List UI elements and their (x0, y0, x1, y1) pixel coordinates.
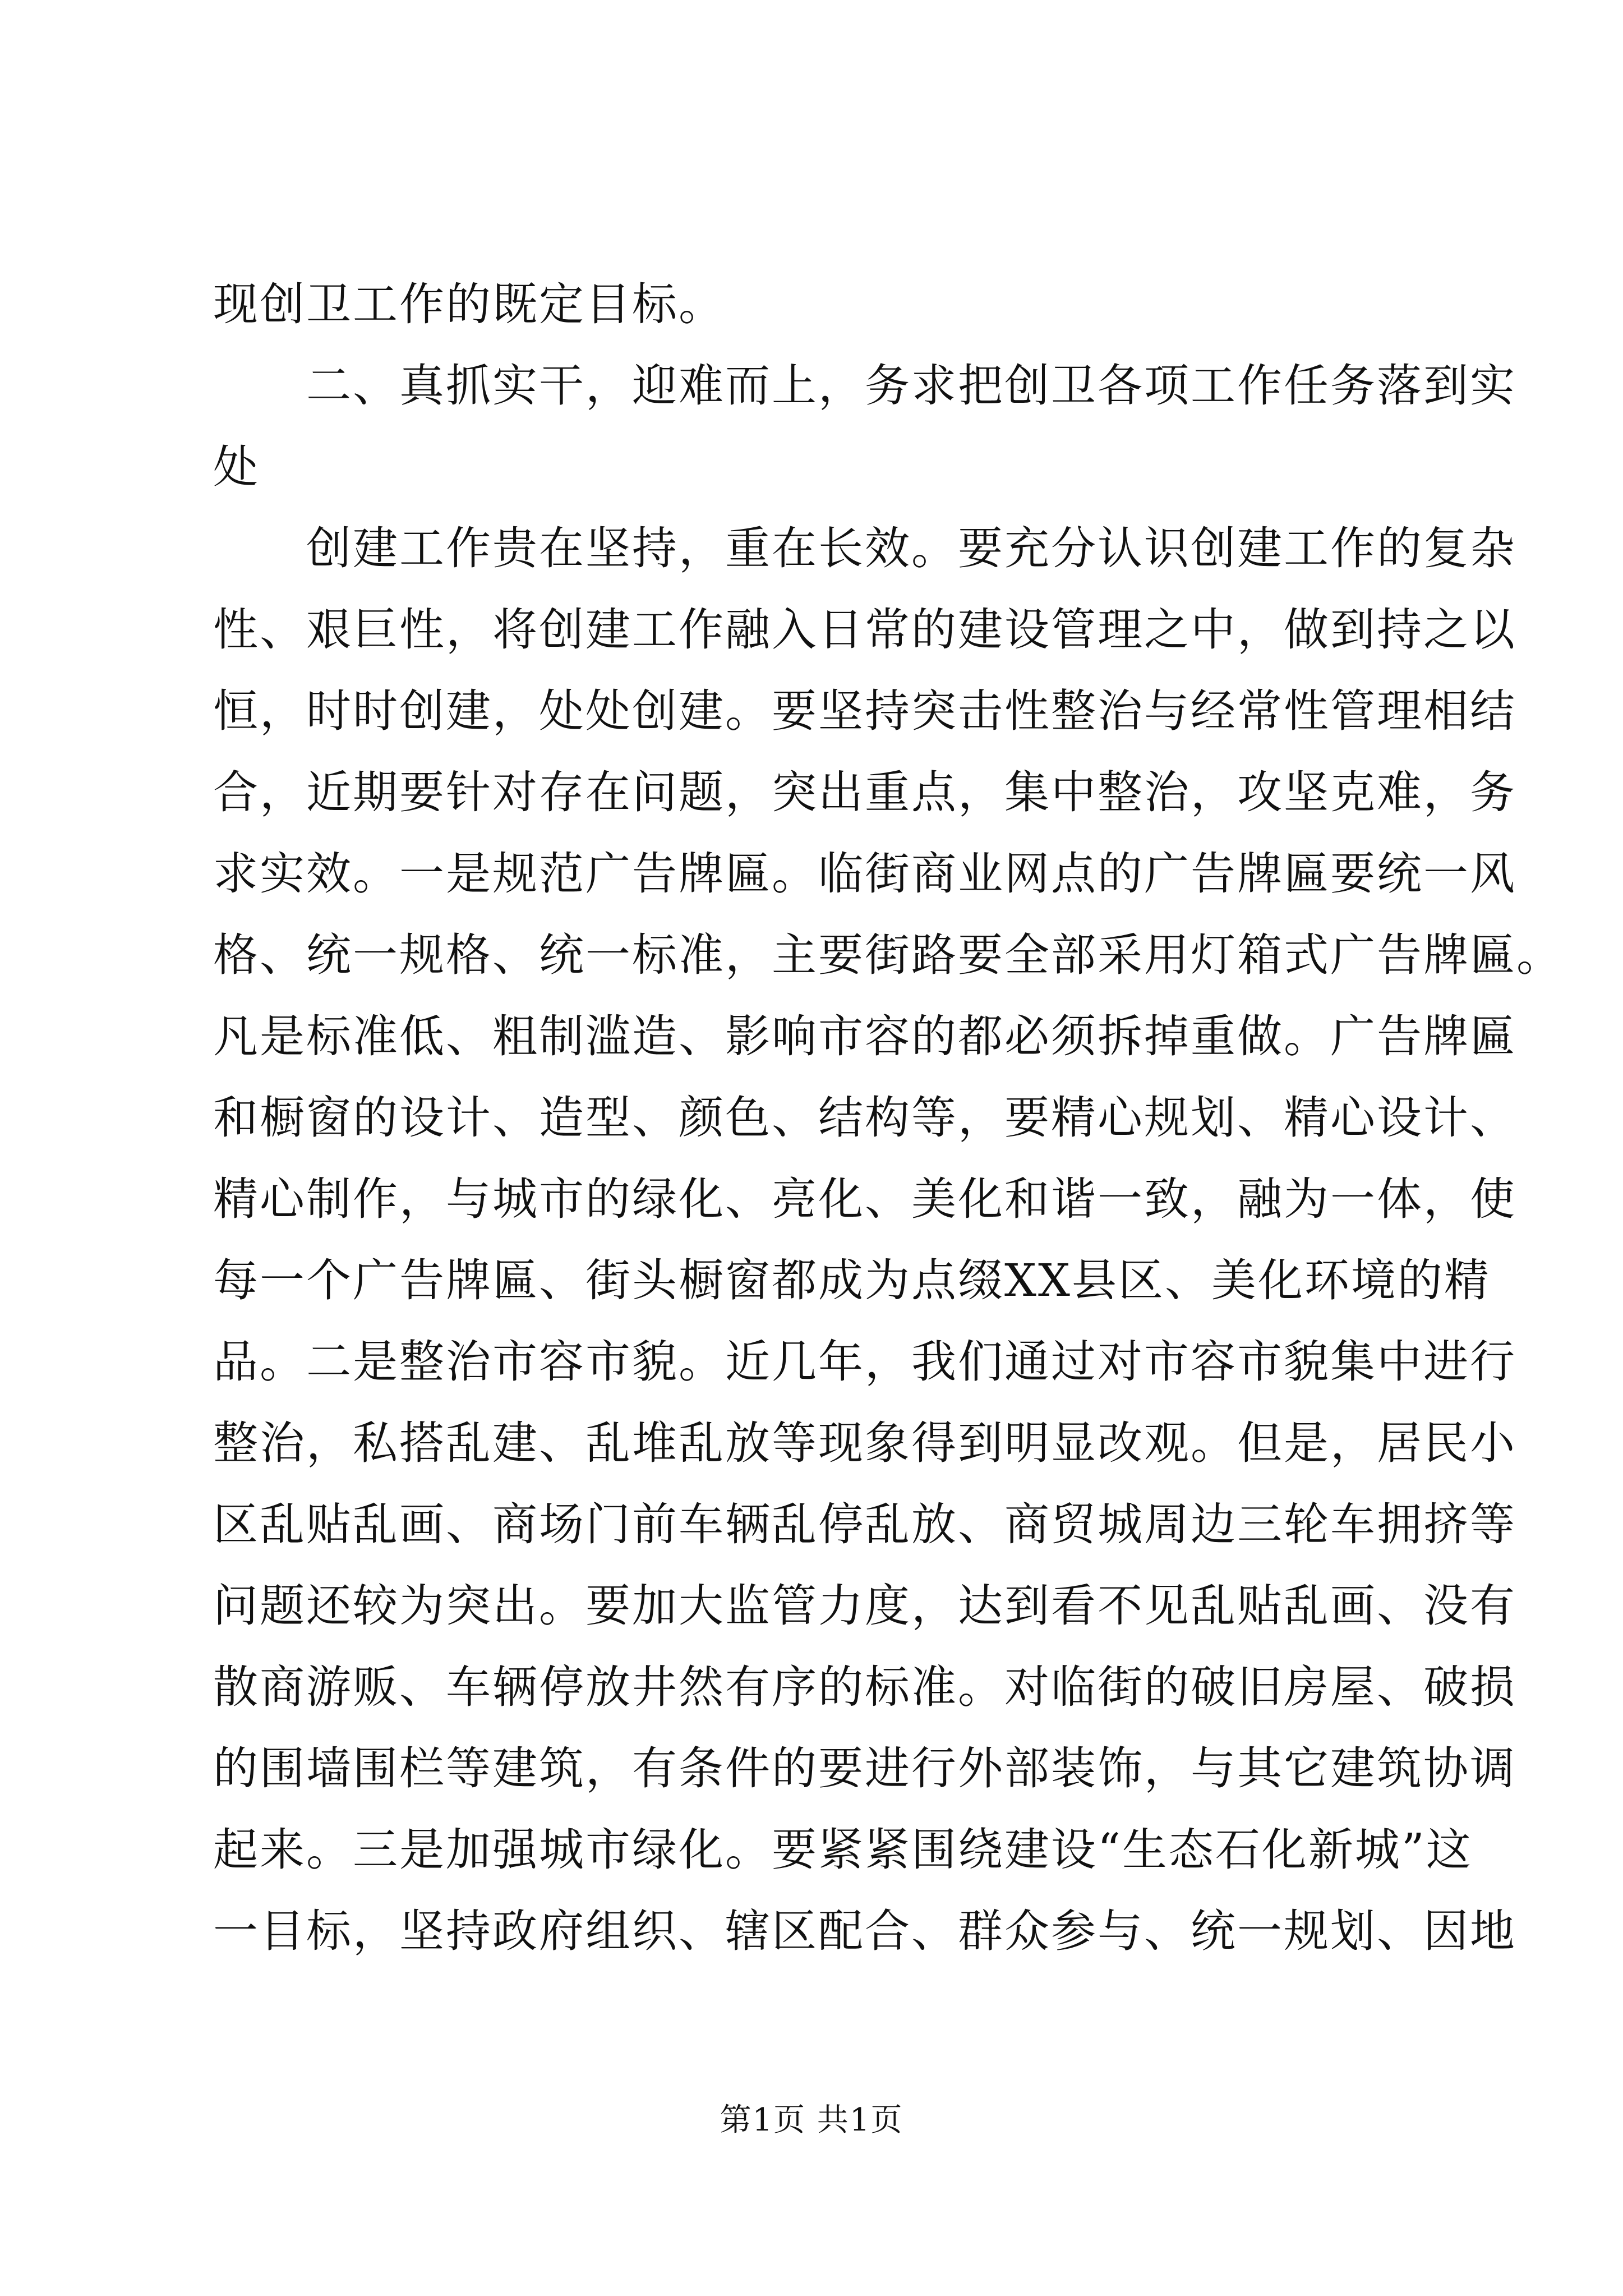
text-line: 一目标，坚持政府组织、辖区配合、群众参与、统一规划、因地 (213, 1905, 1516, 1957)
text-line: 每一个广告牌匾、街头橱窗都成为点缀XX县区、美化环境的精 (213, 1254, 1491, 1306)
text-line: 合，近期要针对存在问题，突出重点，集中整治，攻坚克难，务 (213, 766, 1516, 818)
text-line: 现创卫工作的既定目标。 (213, 278, 725, 330)
text-line: 恒，时时创建，处处创建。要坚持突击性整治与经常性管理相结 (213, 685, 1516, 737)
text-line: 问题还较为突出。要加大监管力度，达到看不见乱贴乱画、没有 (213, 1580, 1516, 1632)
body-text (213, 264, 1563, 1972)
page-number-footer: 第1页 共1页 (720, 2102, 903, 2138)
section-heading-line: 处 (213, 441, 260, 493)
text-line: 区乱贴乱画、商场门前车辆乱停乱放、商贸城周边三轮车拥挤等 (213, 1498, 1516, 1550)
text-line: 的围墙围栏等建筑，有条件的要进行外部装饰，与其它建筑协调 (213, 1742, 1516, 1795)
text-line: 精心制作，与城市的绿化、亮化、美化和谐一致，融为一体，使 (213, 1173, 1516, 1225)
section-heading-line: 二、真抓实干，迎难而上，务求把创卫各项工作任务落到实 (213, 360, 1516, 412)
text-line: 和橱窗的设计、造型、颜色、结构等，要精心规划、精心设计、 (213, 1092, 1516, 1144)
text-line: 整治，私搭乱建、乱堆乱放等现象得到明显改观。但是，居民小 (213, 1417, 1516, 1469)
text-line: 格、统一规格、统一标准，主要街路要全部采用灯箱式广告牌匾。 (213, 929, 1563, 981)
text-line: 散商游贩、车辆停放井然有序的标准。对临街的破旧房屋、破损 (213, 1661, 1516, 1713)
text-line: 起来。三是加强城市绿化。要紧紧围绕建设“生态石化新城”这 (213, 1824, 1473, 1876)
text-line: 凡是标准低、粗制滥造、影响市容的都必须拆掉重做。广告牌匾 (213, 1010, 1516, 1062)
text-line: 性、艰巨性，将创建工作融入日常的建设管理之中，做到持之以 (213, 604, 1516, 656)
text-line: 创建工作贵在坚持，重在长效。要充分认识创建工作的复杂 (213, 522, 1516, 574)
text-line: 求实效。一是规范广告牌匾。临街商业网点的广告牌匾要统一风 (213, 848, 1516, 900)
text-line: 品。二是整治市容市貌。近几年，我们通过对市容市貌集中进行 (213, 1336, 1516, 1388)
